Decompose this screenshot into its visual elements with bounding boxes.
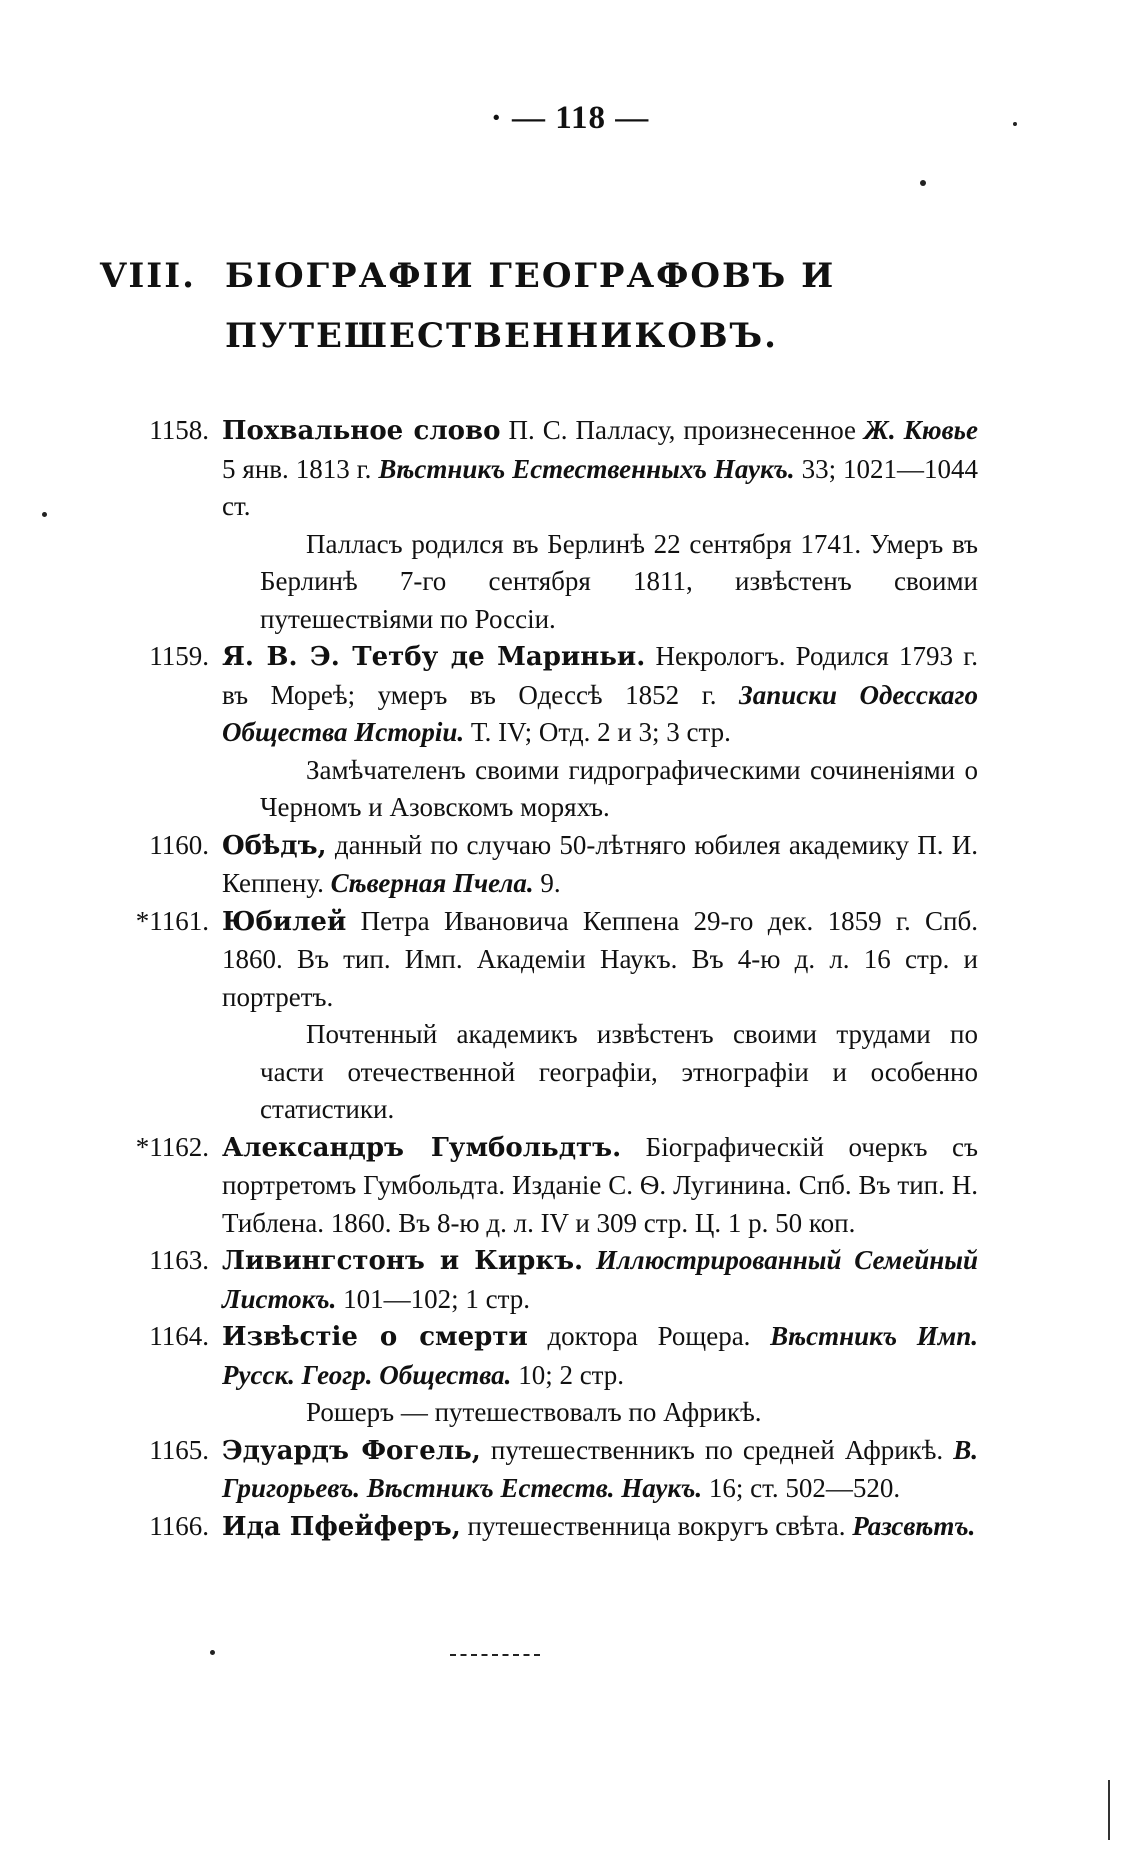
entry-number: 1163. bbox=[149, 1245, 209, 1275]
entry-heading: Ливингстонъ и Киркъ. bbox=[222, 1246, 584, 1276]
entry-text bbox=[583, 1245, 596, 1275]
entry-text: данный по случаю 50-лѣтняго юбилея академику П. И. Кеппену. bbox=[222, 829, 978, 898]
entry-text: 101—102; 1 стр. bbox=[336, 1283, 530, 1314]
entry-1160 bbox=[149, 827, 978, 903]
entry-heading: Ида Пфейферъ, bbox=[222, 1511, 461, 1542]
section-title-line1: БІОГРАФІИ ГЕОГРАФОВЪ И bbox=[225, 256, 836, 296]
page-number: · — 118 — bbox=[490, 100, 650, 136]
entry-1159 bbox=[149, 638, 978, 752]
entry-text: 16; ст. 502—520. bbox=[702, 1473, 901, 1503]
entry-note-text: Рошеръ — путешествовалъ по Африкѣ. bbox=[306, 1397, 762, 1427]
entry-text: Петра Ивановича Кеппена 29-го дек. 1859 г. Спб. 1860. Въ тип. Имп. Академіи Наукъ. Въ 4-ю д. л. 16 стр. и портретъ. bbox=[222, 905, 978, 1012]
entry-number: 1160. bbox=[149, 829, 209, 860]
entry-source: Разсвѣтъ. bbox=[852, 1510, 976, 1541]
entry-text: 10; 2 стр. bbox=[511, 1359, 625, 1390]
entry-source: Иллюстрированный Семейный Листокъ. bbox=[222, 1245, 979, 1314]
entry-number: 1159. bbox=[149, 641, 209, 671]
entry-heading: Юбилей bbox=[222, 906, 347, 937]
entry-1161 bbox=[135, 903, 978, 1017]
entry-number: *1161. bbox=[135, 905, 209, 936]
entries-list bbox=[0, 412, 1140, 1546]
entry-number: 1165. bbox=[149, 1434, 209, 1465]
ink-speck bbox=[1013, 122, 1017, 126]
entry-heading: Похвальное слово bbox=[222, 416, 501, 446]
end-rule bbox=[450, 1654, 540, 1656]
entry-text: П. С. Палласу, произнесенное bbox=[500, 415, 865, 445]
entry-heading: Извѣстіе о смерти bbox=[222, 1322, 528, 1352]
section-roman-numeral: VIII. bbox=[100, 256, 196, 296]
entry-source: Вѣстникъ Естественныхъ Наукъ. bbox=[378, 453, 795, 484]
entry-heading: Я. В. Э. Тетбу де Мариньи. bbox=[222, 642, 646, 672]
entry-number: 1164. bbox=[149, 1321, 209, 1351]
entry-text: Біографическій очеркъ съ портретомъ Гумбольдта. Изданіе С. Ѳ. Лугинина. Спб. Въ тип. Н. Тиблена. 1860. Въ 8-ю д. л. IV и 309 стр. Ц. 1 р. 50 коп. bbox=[222, 1131, 978, 1238]
entry-text: доктора Рощера. bbox=[527, 1321, 771, 1351]
entry-heading: Эдуардъ Фогель, bbox=[222, 1435, 481, 1466]
entry-text: путешественница вокругъ свѣта. bbox=[460, 1510, 853, 1541]
entry-note bbox=[260, 1016, 978, 1129]
entry-note bbox=[260, 526, 978, 639]
entry-text: 5 янв. 1813 г. bbox=[222, 453, 379, 484]
ink-speck bbox=[42, 512, 47, 517]
entry-text: Т. IV; Отд. 2 и 3; 3 стр. bbox=[464, 717, 731, 747]
entry-1162 bbox=[135, 1129, 978, 1243]
entry-1165 bbox=[149, 1432, 978, 1508]
entry-source: Вѣстникъ Имп. Русск. Геогр. Общества. bbox=[222, 1321, 979, 1390]
entry-1158 bbox=[149, 412, 978, 526]
entry-source: В. Григорьевъ. Вѣстникъ Естеств. Наукъ. bbox=[222, 1434, 978, 1503]
entry-source: Записки Одесскаго Общества Исторіи. bbox=[222, 679, 978, 747]
entry-number: *1162. bbox=[135, 1131, 209, 1162]
entry-heading: Обѣдъ, bbox=[222, 830, 327, 861]
entry-1164 bbox=[149, 1318, 979, 1394]
page-edge-mark bbox=[1108, 1780, 1110, 1840]
entry-1166 bbox=[149, 1508, 978, 1547]
entry-note-text: Почтенный академикъ извѣстенъ своими трудами по части отечественной географіи, этнографіи и особенно статистики. bbox=[260, 1019, 978, 1124]
entry-source: Ж. Кювье bbox=[864, 415, 978, 445]
section-title bbox=[100, 246, 1000, 366]
entry-note bbox=[260, 752, 978, 827]
entry-text: 33; 1021—1044 ст. bbox=[222, 453, 978, 521]
entry-source: Сѣверная Пчела. bbox=[330, 868, 534, 898]
ink-speck bbox=[210, 1650, 215, 1655]
section-title-line2: ПУТЕШЕСТВЕННИКОВЪ. bbox=[225, 316, 778, 356]
ink-speck bbox=[920, 180, 926, 186]
entry-1163 bbox=[149, 1242, 979, 1318]
entry-number: 1166. bbox=[149, 1510, 209, 1541]
entry-heading: Александръ Гумбольдтъ. bbox=[222, 1132, 622, 1163]
entry-note-text: Палласъ родился въ Берлинѣ 22 сентября 1741. Умеръ въ Берлинѣ 7-го сентября 1811, извѣстенъ своими путешествіями по Россіи. bbox=[260, 528, 978, 634]
entry-text: Некрологъ. Родился 1793 г. въ Мореѣ; умеръ въ Одессѣ 1852 г. bbox=[222, 641, 978, 710]
entry-note bbox=[260, 1394, 978, 1432]
entry-text: путешественникъ по средней Африкѣ. bbox=[480, 1434, 954, 1465]
entry-number: 1158. bbox=[149, 415, 209, 445]
entry-note-text: Замѣчателенъ своими гидрографическими сочиненіями о Черномъ и Азовскомъ моряхъ. bbox=[260, 754, 978, 822]
entry-text: 9. bbox=[533, 868, 561, 898]
